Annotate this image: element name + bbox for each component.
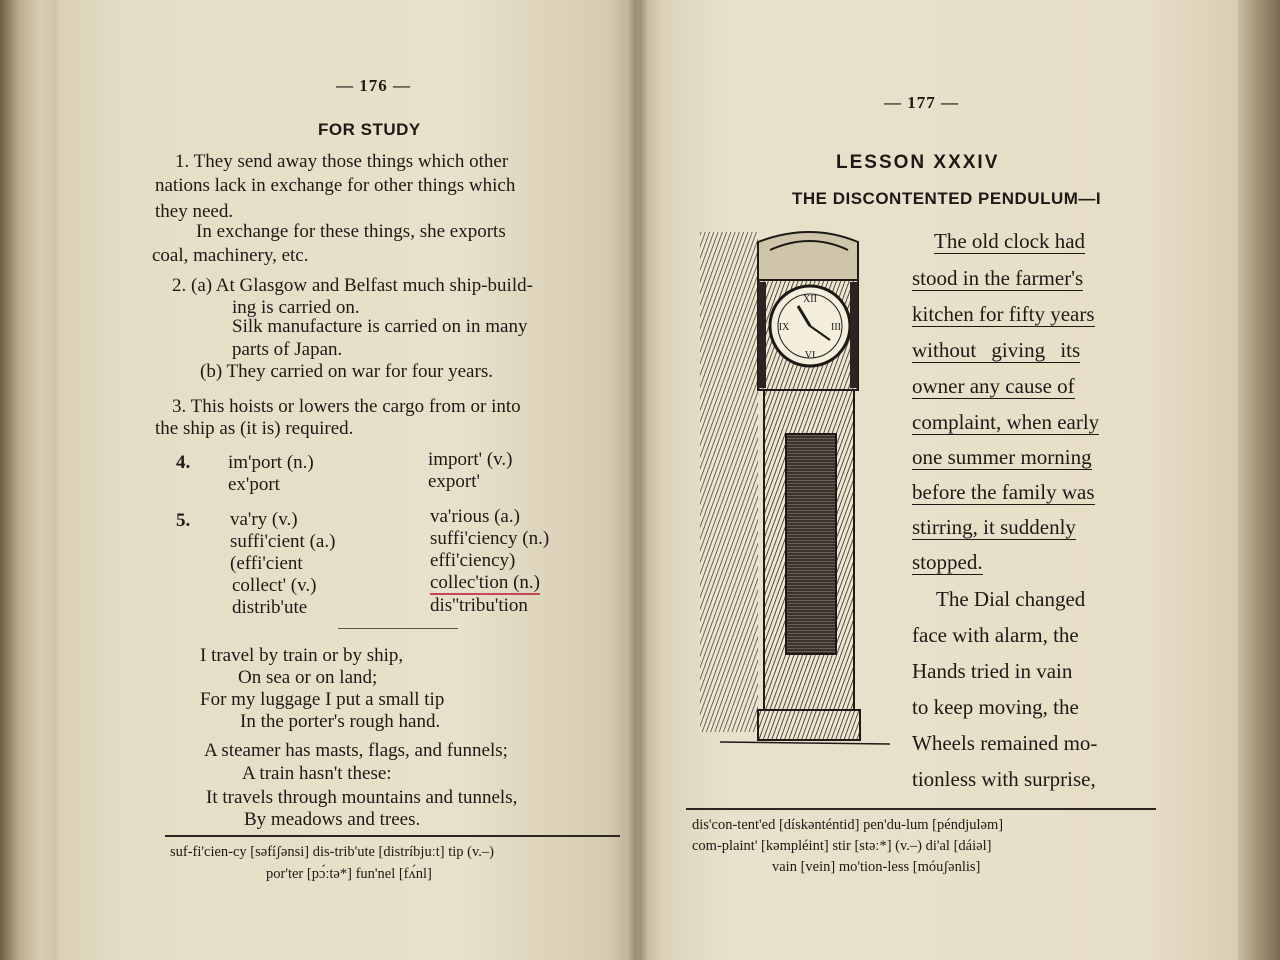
item1-line1: 1. They send away those things which other <box>175 151 509 172</box>
svg-text:IX: IX <box>778 322 790 333</box>
body-line-12: face with alarm, the <box>912 623 1079 647</box>
poem-line-4: In the porter's rough hand. <box>240 711 441 732</box>
item3-line1: 3. This hoists or lowers the cargo from or into <box>172 396 521 417</box>
svg-text:III: III <box>831 322 841 333</box>
item4-number: 4. <box>176 452 191 473</box>
item5-left-5: distrib'ute <box>232 597 308 618</box>
left-vocab-line-1: suf-fi'cien-cy [səfíʃənsi] dis-trib'ute [distríbjuːt] tip (v.–) <box>170 844 494 860</box>
poem-line-7: It travels through mountains and tunnels, <box>206 787 518 808</box>
item2-b: (b) They carried on war for four years. <box>200 361 493 382</box>
item2-a-line1: 2. (a) At Glasgow and Belfast much ship-build- <box>172 275 533 296</box>
poem-line-2: On sea or on land; <box>238 667 378 688</box>
item3-line2: the ship as (it is) required. <box>155 418 354 439</box>
body-line-10 <box>912 550 983 574</box>
body-line-9 <box>912 515 1076 539</box>
body-line-5 <box>912 374 1075 398</box>
item5-right-5: dis''tribu'tion <box>430 595 528 616</box>
body-line-9-text: stirring, it suddenly <box>912 515 1076 539</box>
right-page-number: — 177 — <box>884 93 959 112</box>
body-line-2 <box>912 266 1083 290</box>
body-line-4 <box>912 338 1080 362</box>
body-line-2-text: stood in the farmer's <box>912 266 1084 290</box>
body-line-7-text: one summer morning <box>912 445 1092 469</box>
left-footnote-rule <box>165 835 620 837</box>
body-line-8-text: before the family was <box>912 480 1095 504</box>
body-line-11: The Dial changed <box>936 587 1086 611</box>
item5-right-1: va'rious (a.) <box>430 506 520 527</box>
body-line-4-text: without giving its <box>912 338 1081 362</box>
item4-left-1: im'port (n.) <box>228 452 314 473</box>
item5-left-3: (effi'cient <box>230 553 303 574</box>
body-line-6-text: complaint, when early <box>912 410 1100 434</box>
right-footnote-rule <box>686 808 1156 810</box>
svg-text:XII: XII <box>803 294 817 305</box>
item1-line2: nations lack in exchange for other things which <box>155 175 516 196</box>
grandfather-clock-illustration <box>700 222 896 752</box>
item4-right-2: export' <box>428 471 480 492</box>
right-vocab-line-1: dis'con-tent'ed [dískənténtid] pen'du-lum [péndjuləm] <box>692 817 1004 833</box>
item1-line4: In exchange for these things, she exports <box>196 221 506 242</box>
page-edges <box>1238 0 1280 960</box>
body-line-5-text: owner any cause of <box>912 374 1075 398</box>
item2-a-line3: Silk manufacture is carried on in many <box>232 316 528 337</box>
poem-line-1: I travel by train or by ship, <box>200 645 404 666</box>
svg-text:VI: VI <box>804 350 816 361</box>
item5-left-1: va'ry (v.) <box>230 509 298 530</box>
body-line-7 <box>912 445 1092 469</box>
clock-icon <box>700 222 896 752</box>
item5-right-4 <box>430 571 540 595</box>
body-line-3 <box>912 302 1095 326</box>
body-line-3-text: kitchen for fifty years <box>912 302 1095 326</box>
body-line-14: to keep moving, the <box>912 695 1079 719</box>
poem-line-6: A train hasn't these: <box>242 763 392 784</box>
left-vocab-line-2: por'ter [pɔ́ːtə*] fun'nel [fʌ́nl] <box>266 866 432 882</box>
body-line-15: Wheels remained mo- <box>912 731 1098 755</box>
item2-a-line2: ing is carried on. <box>232 297 360 318</box>
item1-line5: coal, machinery, etc. <box>152 245 309 266</box>
divider-short <box>338 628 458 629</box>
lesson-title: THE DISCONTENTED PENDULUM—I <box>792 189 1102 208</box>
item4-left-2: ex'port <box>228 474 280 495</box>
poem-line-8: By meadows and trees. <box>244 809 421 830</box>
body-line-1-text: The old clock had <box>934 229 1086 253</box>
body-line-8 <box>912 480 1095 504</box>
collection-underlined: collec'tion (n.) <box>430 572 540 593</box>
poem-line-3: For my luggage I put a small tip <box>200 689 445 710</box>
right-vocab-line-2: com-plaint' [kəmpléint] stir [stəː*] (v.–) di'al [dáiəl] <box>692 838 992 854</box>
body-line-16: tionless with surprise, <box>912 767 1096 791</box>
item4-right-1: import' (v.) <box>428 449 513 470</box>
book-gutter <box>628 0 648 960</box>
item2-a-line4: parts of Japan. <box>232 339 343 360</box>
item5-right-2: suffi'ciency (n.) <box>430 528 550 549</box>
body-line-6 <box>912 410 1099 434</box>
for-study-heading: FOR STUDY <box>318 120 421 139</box>
poem-line-5: A steamer has masts, flags, and funnels; <box>204 740 508 761</box>
item5-left-4: collect' (v.) <box>232 575 317 596</box>
item5-left-2: suffi'cient (a.) <box>230 531 336 552</box>
item5-right-3: effi'ciency) <box>430 550 516 571</box>
item1-line3: they need. <box>155 201 234 222</box>
left-page-number: — 176 — <box>336 76 411 95</box>
right-vocab-line-3: vain [vein] mo'tion-less [móuʃənlis] <box>772 859 981 875</box>
body-line-1 <box>934 229 1085 253</box>
body-line-13: Hands tried in vain <box>912 659 1073 683</box>
body-line-10-text: stopped. <box>912 550 983 574</box>
item5-number: 5. <box>176 510 191 531</box>
lesson-heading: LESSON XXXIV <box>836 152 1000 173</box>
